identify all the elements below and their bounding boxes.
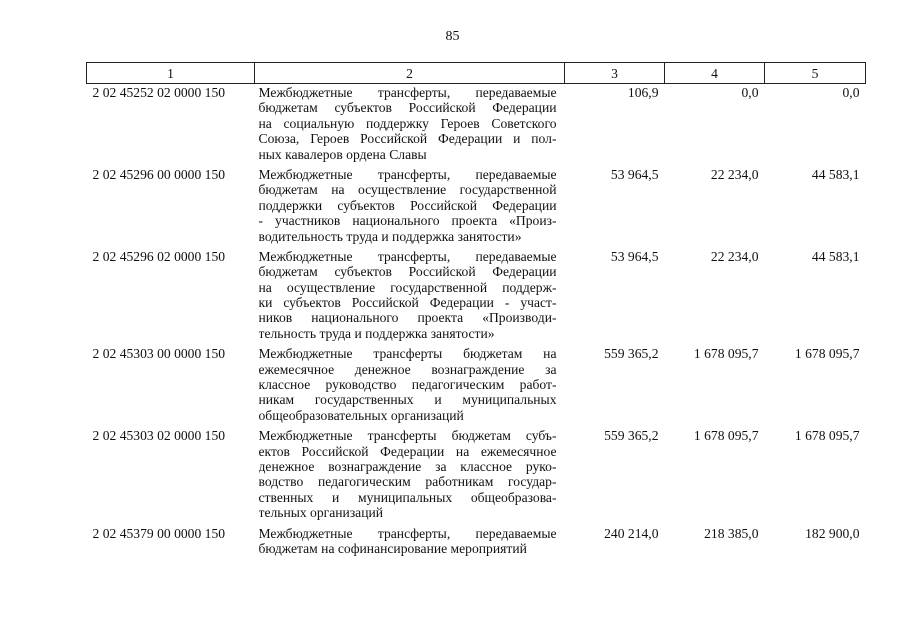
- amount-col-3: 53 964,5: [610, 166, 659, 182]
- description-line: Союза, Героев Российской Федерации и пол-: [258, 131, 557, 147]
- description: [255, 84, 565, 166]
- budget-code: 2 02 45296 02 0000 150: [92, 248, 226, 264]
- description-line: бюджетам на софинансирование мероприятий: [258, 540, 527, 556]
- description-line: никам государственных и муниципальных: [258, 392, 557, 408]
- table-row: [87, 84, 866, 166]
- description-line: Межбюджетные трансферты, передаваемые: [258, 525, 557, 541]
- description-line: ников национального проекта «Производи-: [258, 310, 557, 326]
- description-line: тельных организаций: [258, 505, 384, 521]
- amount-col-5: 1 678 095,7: [794, 346, 860, 362]
- description-line: на социальную поддержку Героев Советского: [258, 115, 557, 131]
- description-line: водство педагогическим работникам государ-: [258, 474, 557, 490]
- amount-col-4: 1 678 095,7: [693, 346, 759, 362]
- table-header-row: [87, 63, 866, 84]
- table-row: [87, 427, 866, 524]
- budget-code: 2 02 45296 00 0000 150: [92, 166, 226, 182]
- description-line: ки субъектов Российской Федерации - участ-: [258, 295, 557, 311]
- amount-col-3: 559 365,2: [604, 346, 659, 362]
- amount-col-5: 44 583,1: [811, 166, 860, 182]
- table-row: [87, 166, 866, 248]
- description-line: на осуществление государственной поддерж-: [258, 279, 557, 295]
- description-line: классное руководство педагогическим работ-: [258, 377, 557, 393]
- amount-col-5: 44 583,1: [811, 248, 860, 264]
- budget-code: 2 02 45303 02 0000 150: [92, 428, 226, 444]
- description-line: ственных и муниципальных общеобразова-: [258, 489, 557, 505]
- description-line: Межбюджетные трансферты, передаваемые: [258, 248, 557, 264]
- description-line: бюджетам на осуществление государственной: [258, 182, 557, 198]
- table-row: [87, 525, 866, 561]
- table-row: [87, 345, 866, 427]
- amount-col-3: 106,9: [627, 85, 659, 100]
- budget-table: [86, 62, 866, 560]
- description: [255, 525, 565, 561]
- amount-col-5: 0,0: [842, 85, 860, 100]
- column-header-5: 5: [765, 63, 866, 84]
- description-line: Межбюджетные трансферты, передаваемые: [258, 166, 557, 182]
- budget-code: 2 02 45303 00 0000 150: [92, 346, 226, 362]
- description-line: Межбюджетные трансферты бюджетам на: [258, 346, 557, 362]
- table-row: [87, 248, 866, 345]
- column-header-2: 2: [255, 63, 565, 84]
- amount-col-3: 240 214,0: [604, 525, 659, 541]
- description-line: Межбюджетные трансферты бюджетам субъ-: [258, 428, 557, 444]
- amount-col-4: 0,0: [741, 85, 759, 100]
- description-line: поддержки субъектов Российской Федерации: [258, 197, 557, 213]
- description-line: бюджетам субъектов Российской Федерации: [258, 100, 557, 116]
- amount-col-4: 22 234,0: [710, 166, 759, 182]
- description-line: водительность труда и поддержка занятости»: [258, 228, 522, 244]
- description: [255, 345, 565, 427]
- description-line: ных кавалеров ордена Славы: [258, 146, 427, 162]
- description-line: денежное вознаграждение за классное руко-: [258, 458, 557, 474]
- page-number: 85: [445, 29, 460, 44]
- description-line: - участников национального проекта «Произ-: [258, 213, 557, 229]
- amount-col-5: 182 900,0: [805, 525, 860, 541]
- table-body: [87, 84, 866, 561]
- description-line: Межбюджетные трансферты, передаваемые: [258, 85, 557, 100]
- amount-col-4: 218 385,0: [704, 525, 759, 541]
- column-header-1: 1: [87, 63, 255, 84]
- amount-col-5: 1 678 095,7: [794, 428, 860, 444]
- budget-code: 2 02 45379 00 0000 150: [92, 525, 226, 541]
- description-line: тельность труда и поддержка занятости»: [258, 325, 495, 341]
- amount-col-3: 559 365,2: [604, 428, 659, 444]
- description-line: ежемесячное денежное вознаграждение за: [258, 361, 557, 377]
- description-line: ектов Российской Федерации на ежемесячное: [258, 443, 557, 459]
- budget-code: 2 02 45252 02 0000 150: [92, 85, 226, 100]
- description: [255, 248, 565, 345]
- description: [255, 427, 565, 524]
- description-line: бюджетам субъектов Российской Федерации: [258, 264, 557, 280]
- column-header-4: 4: [665, 63, 765, 84]
- description-line: общеобразовательных организаций: [258, 407, 464, 423]
- amount-col-4: 22 234,0: [710, 248, 759, 264]
- amount-col-3: 53 964,5: [610, 248, 659, 264]
- amount-col-4: 1 678 095,7: [693, 428, 759, 444]
- column-header-3: 3: [565, 63, 665, 84]
- description: [255, 166, 565, 248]
